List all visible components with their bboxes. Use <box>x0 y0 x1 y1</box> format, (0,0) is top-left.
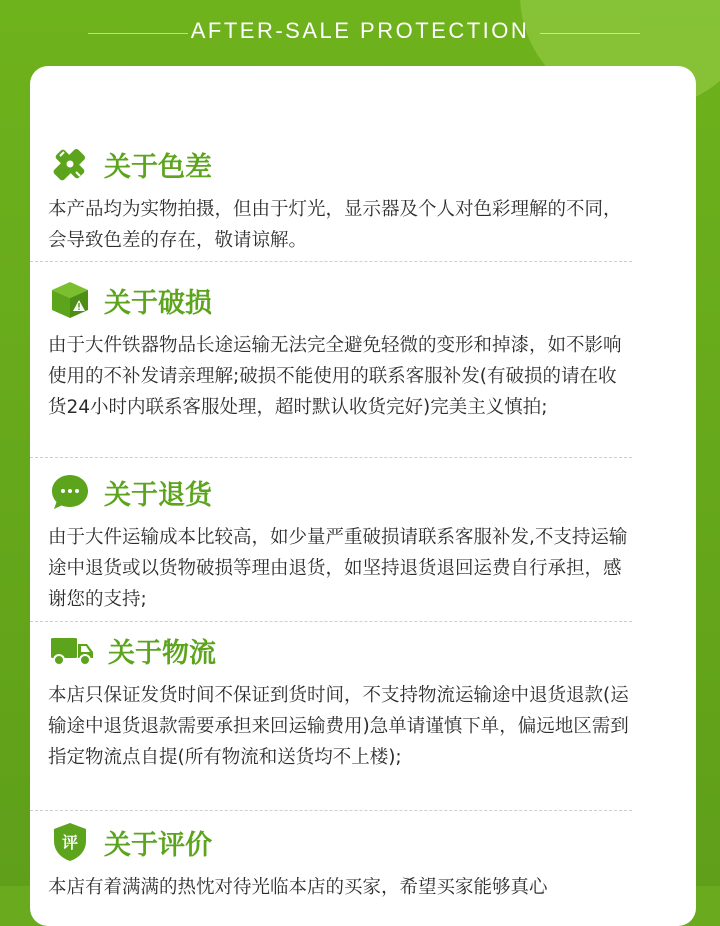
dashed-divider <box>30 261 632 262</box>
section-body: 由于大件运输成本比较高，如少量严重破损请联系客服补发,不支持运输途中退货或以货物破损等理由退货，如坚持退货退回运费自行承担，感谢您的支持; <box>48 527 628 610</box>
section-title: 关于破损 <box>104 287 212 319</box>
section-damage <box>48 278 630 423</box>
section-returns <box>48 470 630 615</box>
section-body: 本产品均为实物拍摄，但由于灯光，显示器及个人对色彩理解的不同，会导致色差的存在，敬请谅解。 <box>48 199 622 251</box>
dashed-divider <box>30 457 632 458</box>
section-header <box>48 470 630 514</box>
section-color-difference <box>48 142 630 256</box>
section-header <box>48 628 630 672</box>
section-title: 关于色差 <box>104 151 212 183</box>
dashed-divider <box>30 810 632 811</box>
damaged-box-icon <box>48 278 92 322</box>
review-shield-icon <box>48 820 92 864</box>
delivery-truck-icon <box>48 628 96 672</box>
section-title: 关于退货 <box>104 479 212 511</box>
section-body: 本店只保证发货时间不保证到货时间，不支持物流运输途中退货退款(运输途中退货退款需要承担来回运输费用)急单请谨慎下单，偏远地区需到指定物流点自提(所有物流和送货均不上楼); <box>48 685 629 768</box>
section-body: 本店有着满满的热忱对待光临本店的买家，希望买家能够真心 <box>48 877 548 898</box>
review-icon-glyph: 评 <box>61 833 79 852</box>
page-title: AFTER-SALE PROTECTION <box>190 18 530 43</box>
section-title: 关于评价 <box>104 829 212 861</box>
dashed-divider <box>30 621 632 622</box>
header-line-right <box>540 33 640 34</box>
chat-bubble-icon <box>48 470 92 514</box>
page-header <box>0 0 720 66</box>
section-title: 关于物流 <box>108 637 216 669</box>
section-header <box>48 142 630 186</box>
section-logistics <box>48 628 630 773</box>
color-palette-icon <box>48 142 92 186</box>
section-header <box>48 820 630 864</box>
section-reviews <box>48 820 630 903</box>
section-body: 由于大件铁器物品长途运输无法完全避免轻微的变形和掉漆，如不影响使用的不补发请亲理解;破损不能使用的联系客服补发(有破损的请在收货24小时内联系客服处理，超时默认收货完好)完美主义慎拍; <box>48 335 622 418</box>
section-header <box>48 278 630 322</box>
